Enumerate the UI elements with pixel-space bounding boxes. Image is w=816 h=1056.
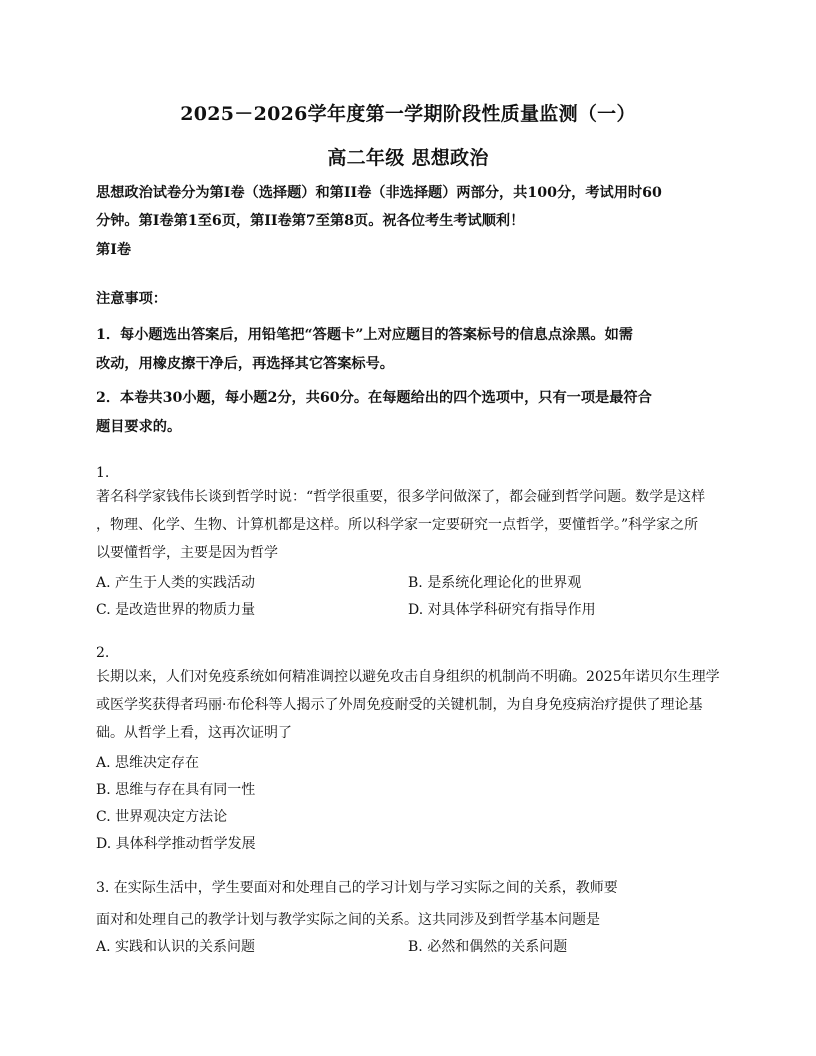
question-2-option-b[interactable]: B. 思维与存在具有同一性 (96, 782, 256, 798)
question-1-option-a[interactable]: A. 产生于人类的实践活动 (96, 575, 256, 591)
question-1-option-d[interactable]: D. 对具体学科研究有指导作用 (408, 602, 596, 618)
question-3-stem-line-1: 3. 在实际生活中，学生要面对和处理自己的学习计划与学习实际之间的关系，教师要 (96, 880, 618, 896)
question-2-stem-line-3: 础。从哲学上看，这再次证明了 (96, 725, 292, 741)
exam-subtitle: 高二年级 思想政治 (327, 147, 489, 169)
question-2-option-d[interactable]: D. 具体科学推动哲学发展 (96, 836, 256, 852)
notice-item-2-line-2: 题目要求的。 (96, 419, 182, 435)
question-1-number: 1. (96, 465, 110, 481)
notice-heading: 注意事项： (96, 291, 167, 307)
notice-item-2-line-1: 2．本卷共30小题，每小题2分，共60分。在每题给出的四个选项中，只有一项是最符合 (96, 390, 652, 406)
question-1-stem-line-3: 以要懂哲学，主要是因为哲学 (96, 545, 278, 561)
notice-item-1-line-2: 改动，用橡皮擦干净后，再选择其它答案标号。 (96, 356, 394, 372)
question-2-stem-line-1: 长期以来，人们对免疫系统如何精准调控以避免攻击自身组织的机制尚不明确。2025年诺贝尔生理学 (96, 669, 720, 685)
question-2-stem-line-2: 或医学奖获得者玛丽·布伦科等人揭示了外周免疫耐受的关键机制，为自身免疫病治疗提供了理论基 (96, 697, 703, 713)
question-2-option-a[interactable]: A. 思维决定存在 (96, 755, 200, 771)
question-2-option-c[interactable]: C. 世界观决定方法论 (96, 809, 228, 825)
question-1-stem-line-1: 著名科学家钱伟长谈到哲学时说：“哲学很重要，很多学问做深了，都会碰到哲学问题。数学是这样 (96, 489, 706, 505)
exam-page (96, 0, 720, 1056)
question-1-option-c[interactable]: C. 是改造世界的物质力量 (96, 602, 256, 618)
exam-title: 2025－2026学年度第一学期阶段性质量监测（一） (180, 103, 636, 125)
question-1-option-b[interactable]: B. 是系统化理论化的世界观 (408, 575, 582, 591)
question-3-option-b[interactable]: B. 必然和偶然的关系问题 (408, 939, 568, 955)
intro-line-2: 分钟。第I卷第1至6页，第II卷第7至第8页。祝各位考生考试顺利！ (96, 213, 525, 229)
question-3-option-a[interactable]: A. 实践和认识的关系问题 (96, 939, 256, 955)
question-3-stem-line-2: 面对和处理自己的教学计划与教学实际之间的关系。这共同涉及到哲学基本问题是 (96, 912, 600, 928)
section-label: 第I卷 (96, 242, 132, 258)
notice-item-1-line-1: 1．每小题选出答案后，用铅笔把“答题卡”上对应题目的答案标号的信息点涂黑。如需 (96, 327, 633, 343)
question-2-number: 2. (96, 645, 110, 661)
question-1-stem-line-2: ，物理、化学、生物、计算机都是这样。所以科学家一定要研究一点哲学，要懂哲学。”科学家之所 (96, 517, 699, 533)
intro-line-1: 思想政治试卷分为第I卷（选择题）和第II卷（非选择题）两部分，共100分，考试用时60 (96, 185, 662, 201)
